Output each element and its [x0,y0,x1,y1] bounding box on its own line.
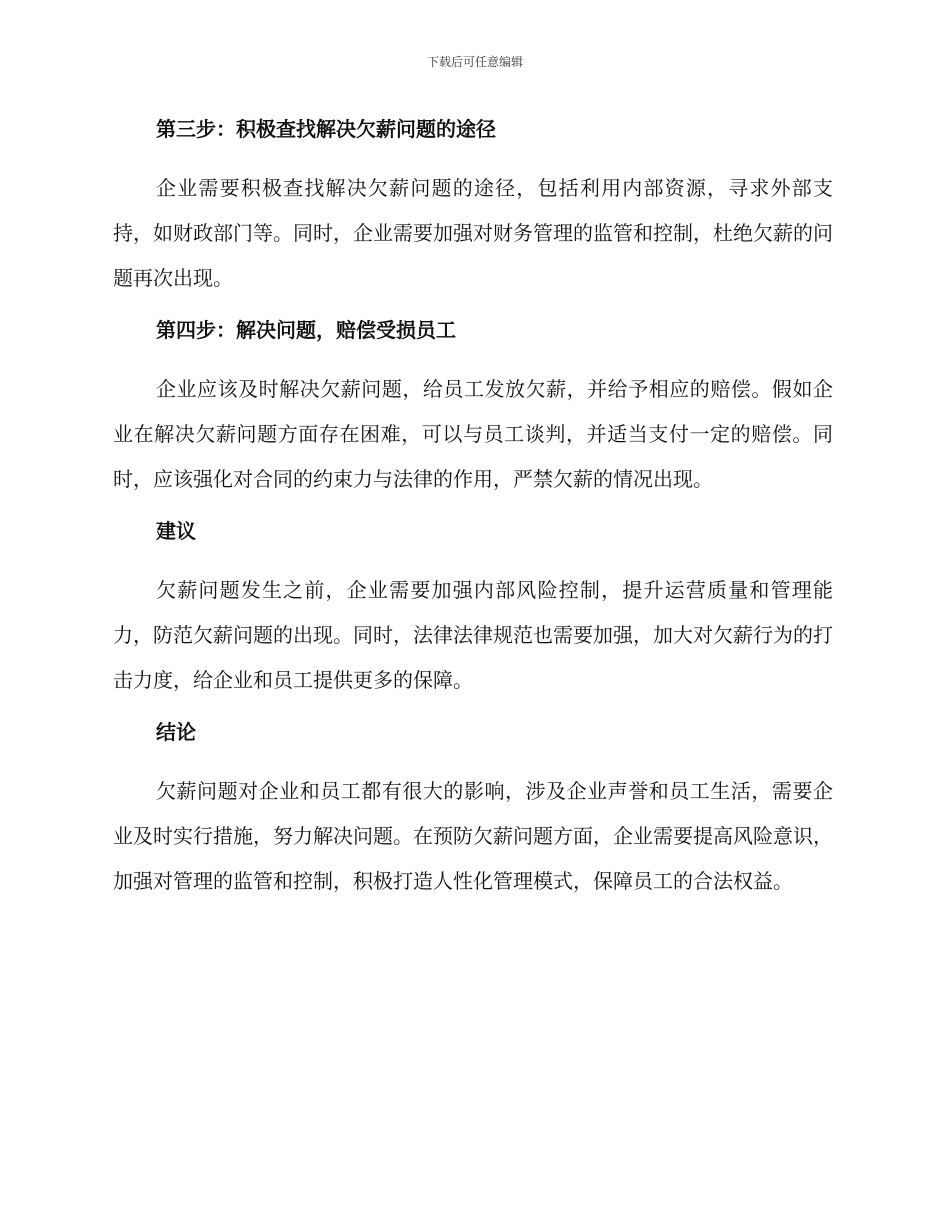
section-paragraph: 企业需要积极查找解决欠薪问题的途径，包括利用内部资源，寻求外部支持，如财政部门等。同时，企业需要加强对财务管理的监管和控制，杜绝欠薪的问题再次出现。 [113,176,833,290]
section-heading: 结论 [156,720,196,744]
section-paragraph: 企业应该及时解决欠薪问题，给员工发放欠薪，并给予相应的赔偿。假如企业在解决欠薪问题方面存在困难，可以与员工谈判，并适当支付一定的赔偿。同时，应该强化对合同的约束力与法律的作用，严禁欠薪的情况出现。 [113,377,833,491]
section-heading: 建议 [156,519,196,543]
page-header-note: 下载后可任意编辑 [426,55,523,69]
section-step-four [113,313,833,502]
section-heading: 第四步：解决问题，赔偿受损员工 [156,318,456,342]
section-heading: 第三步：积极查找解决欠薪问题的途径 [156,117,496,141]
section-paragraph: 欠薪问题对企业和员工都有很大的影响，涉及企业声誉和员工生活，需要企业及时实行措施，努力解决问题。在预防欠薪问题方面，企业需要提高风险意识，加强对管理的监管和控制，积极打造人性化管理模式，保障员工的合法权益。 [113,779,833,893]
section-suggestions [113,514,833,703]
section-conclusion [113,715,833,904]
document-content [113,112,833,916]
section-paragraph: 欠薪问题发生之前，企业需要加强内部风险控制，提升运营质量和管理能力，防范欠薪问题的出现。同时，法律法律规范也需要加强，加大对欠薪行为的打击力度，给企业和员工提供更多的保障。 [113,578,833,692]
section-step-three [113,112,833,301]
